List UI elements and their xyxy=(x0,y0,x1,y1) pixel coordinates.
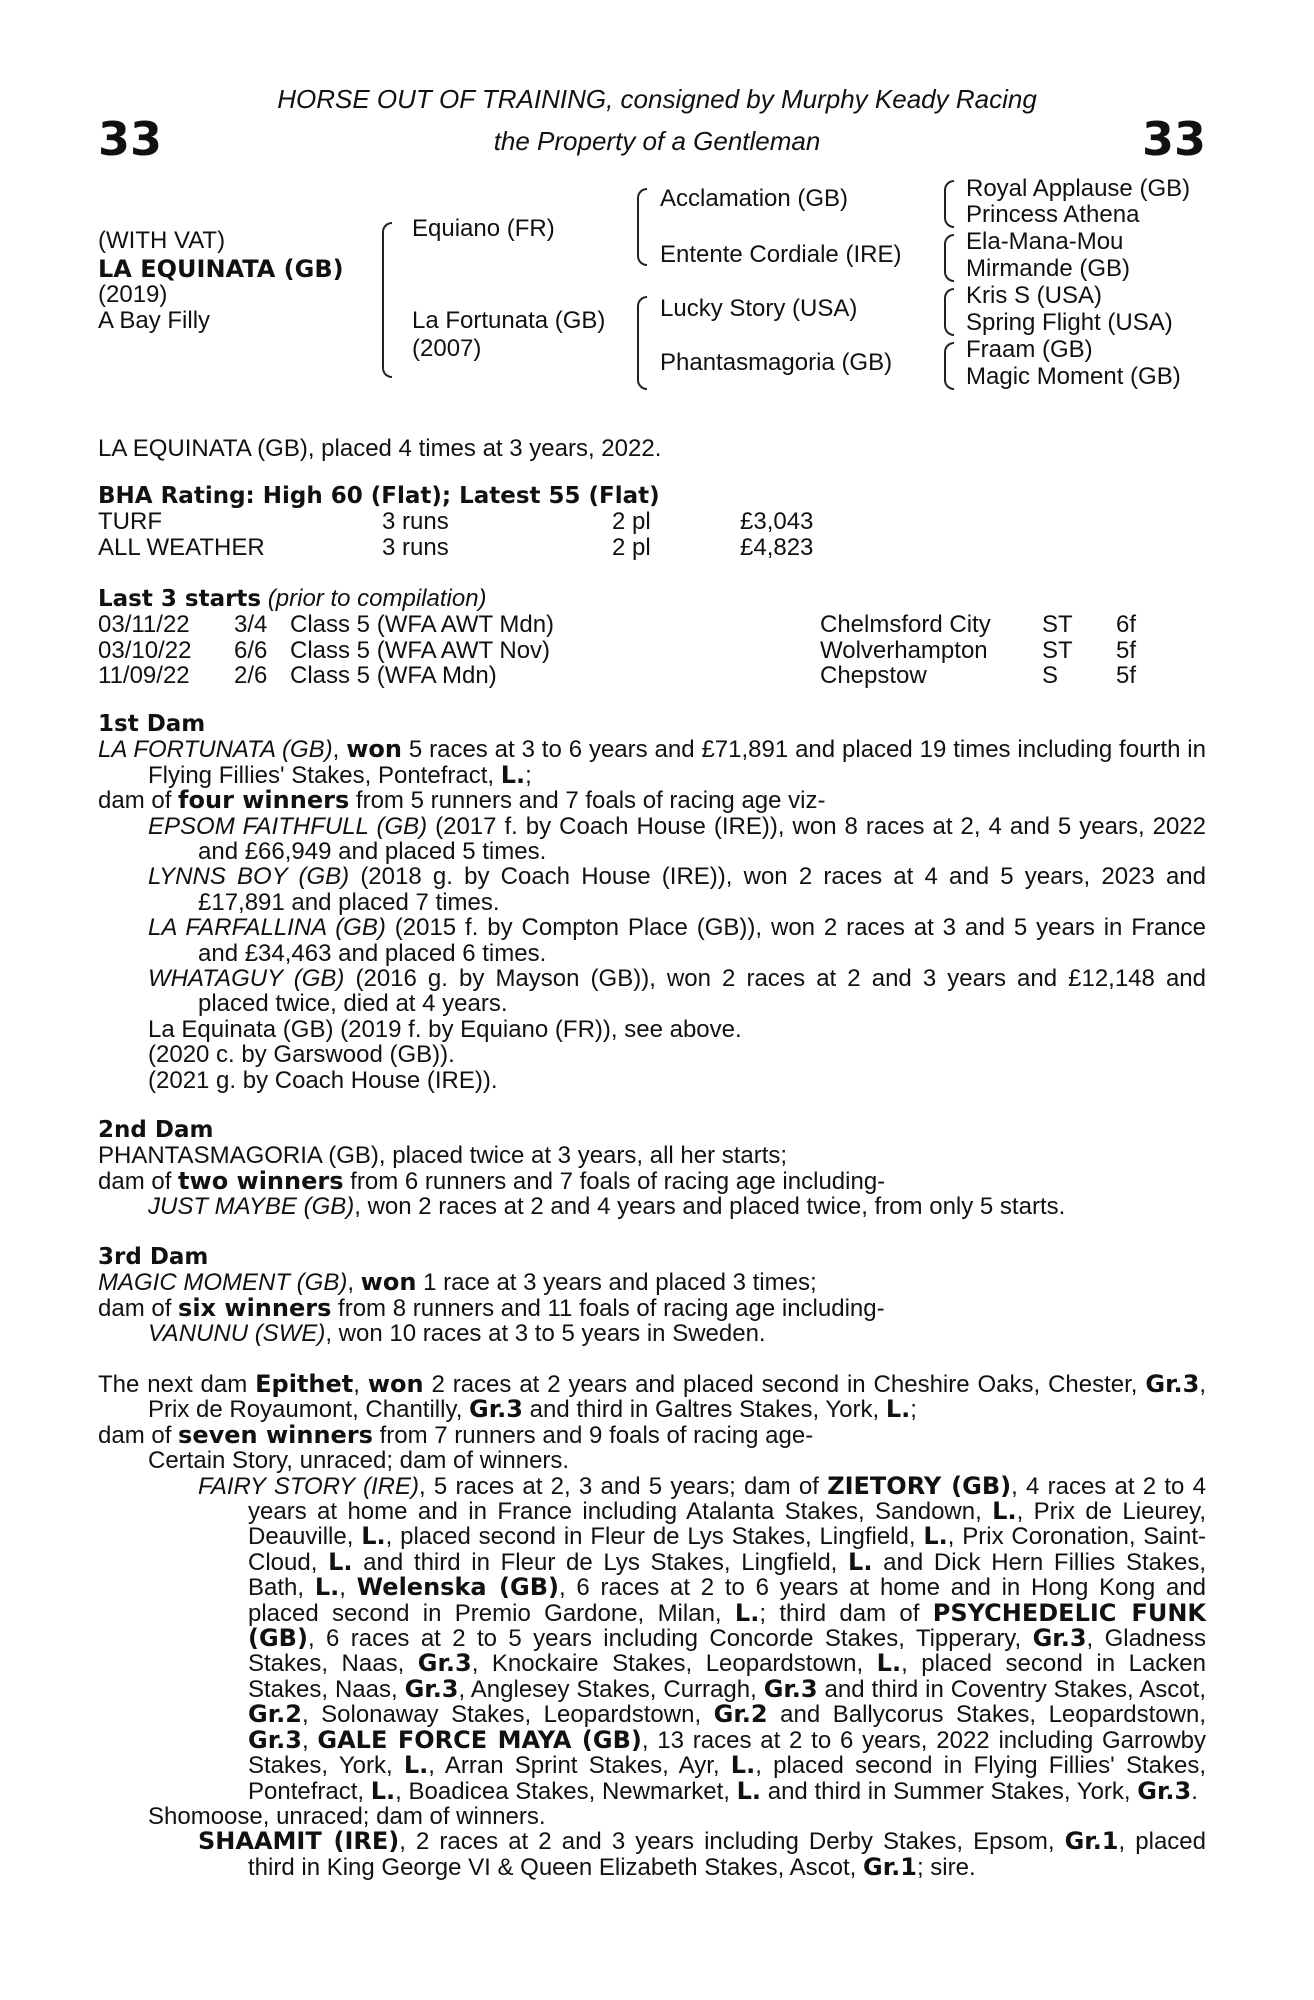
start-distance: 5f xyxy=(1116,662,1137,690)
vat-label: (WITH VAT) xyxy=(98,227,226,254)
progeny-entry: LA FARFALLINA (GB) (2015 f. by Compton Place (GB)), won 2 races at 3 and 5 years in France and £34,463 and placed 6 times. xyxy=(148,914,1206,967)
ggp-brace-3 xyxy=(944,288,954,336)
placed: 2 pl xyxy=(612,533,651,561)
entry-text: , Gladness Stakes, Naas, xyxy=(248,1625,1206,1678)
ggp-5: Kris S (USA) xyxy=(966,282,1103,309)
start-race: Class 5 (WFA Mdn) xyxy=(290,662,497,690)
ggp-2: Princess Athena xyxy=(966,201,1140,228)
entry-text: , Boadicea Stakes, Newmarket, xyxy=(395,1777,737,1805)
dam-parents-brace xyxy=(637,296,647,390)
start-position: 3/4 xyxy=(234,611,268,639)
ggp-brace-2 xyxy=(944,234,954,282)
sire-dam-brace xyxy=(382,222,392,378)
third-dam-section xyxy=(98,1245,1206,1347)
rating-row xyxy=(98,535,1206,560)
first-dam-heading: 1st Dam xyxy=(98,711,206,737)
start-course: Wolverhampton xyxy=(820,636,988,664)
sire-name: Equiano (FR) xyxy=(412,215,555,242)
entry-text: , 6 races at 2 to 6 years at home and in Hong Kong and placed second in Premio Gardone, Milan, xyxy=(248,1574,1206,1627)
race-grade-text: L. xyxy=(992,1497,1017,1526)
race-grade-text: L. xyxy=(403,1751,429,1780)
lot-number-left: 33 xyxy=(98,112,163,166)
entry-text: and third in Coventry Stakes, Ascot, xyxy=(817,1675,1206,1703)
progeny-entry: Certain Story, unraced; dam of winners. xyxy=(148,1447,570,1475)
start-position: 2/6 xyxy=(234,662,268,690)
race-grade-text: Gr.1 xyxy=(863,1852,917,1881)
ggp-brace-4 xyxy=(944,342,954,390)
race-grade-text: ZIETORY (GB) xyxy=(827,1471,1012,1500)
earnings: £4,823 xyxy=(740,533,814,561)
last-starts-heading: Last 3 starts xyxy=(98,586,262,612)
race-grade-text: L. xyxy=(730,1751,756,1780)
ggp-8: Magic Moment (GB) xyxy=(966,363,1181,390)
rating-row xyxy=(98,509,1206,534)
property-heading: the Property of a Gentleman xyxy=(493,126,821,156)
surface: ALL WEATHER xyxy=(98,533,265,561)
entry-text: , 13 races at 2 to 6 years, 2022 including Garrowby Stakes, York, xyxy=(248,1726,1206,1780)
entry-text: and Ballycorus Stakes, Leopardstown, xyxy=(767,1701,1207,1729)
start-row xyxy=(98,663,1206,688)
start-position: 6/6 xyxy=(234,636,268,664)
entry-text: , xyxy=(301,1726,318,1754)
entry-text: , 2 races at 2 and 3 years including Derby Stakes, Epsom, xyxy=(399,1828,1065,1856)
start-row xyxy=(98,612,1206,637)
start-course: Chelmsford City xyxy=(820,611,991,639)
ggp-brace-1 xyxy=(944,180,954,228)
progeny-entry: WHATAGUY (GB) (2016 g. by Mayson (GB)), won 2 races at 2 and 3 years and £12,148 and placed twice, died at 4 years. xyxy=(148,965,1206,1018)
ggp-1: Royal Applause (GB) xyxy=(966,175,1191,202)
next-dam-record: The next dam Epithet, won 2 races at 2 years and placed second in Cheshire Oaks, Chester, Gr.3, Prix de Royaumont, Chantilly, Gr.3 and third in Galtres Stakes, York, L.; xyxy=(98,1370,1206,1424)
progeny-entry: EPSOM FAITHFULL (GB) (2017 f. by Coach House (IRE)), won 8 races at 2, 4 and 5 years, 2022 and £66,949 and placed 5 times. xyxy=(148,812,1206,866)
shaamit-entry: SHAAMIT (IRE), 2 races at 2 and 3 years including Derby Stakes, Epsom, Gr.1, placed third in King George VI & Queen Elizabeth Stakes, Ascot, Gr.1; sire. xyxy=(198,1827,1206,1881)
race-summary: LA EQUINATA (GB), placed 4 times at 3 years, 2022. xyxy=(98,435,662,462)
consignor-heading: HORSE OUT OF TRAINING, consigned by Murphy Keady Racing xyxy=(277,84,1037,114)
runs: 3 runs xyxy=(382,508,449,536)
entry-text: ; sire. xyxy=(916,1853,976,1881)
entry-text: , placed second in Lacken Stakes, Naas, xyxy=(248,1650,1206,1703)
granddam-1: Entente Cordiale (IRE) xyxy=(660,241,902,268)
third-dam-produce: dam of six winners from 8 runners and 11 foals of racing age including- xyxy=(98,1293,885,1322)
entry-text: , Solonaway Stakes, Leopardstown, xyxy=(301,1701,714,1729)
placed: 2 pl xyxy=(612,508,651,536)
entry-text: , placed third in King George VI & Queen Elizabeth Stakes, Ascot, xyxy=(248,1828,1206,1881)
start-date: 11/09/22 xyxy=(98,662,190,690)
race-grade-text: Gr.2 xyxy=(248,1700,302,1729)
race-grade-text: Gr.3 xyxy=(404,1674,459,1703)
progeny-entry: (2021 g. by Coach House (IRE)). xyxy=(148,1066,498,1094)
first-dam-section xyxy=(98,712,1206,1093)
entry-text: and Dick Hern Fillies Stakes, Bath, xyxy=(248,1548,1206,1602)
entry-text: , Prix Coronation, Saint-Cloud, xyxy=(248,1523,1206,1576)
dam-name: La Fortunata (GB) xyxy=(412,307,606,334)
first-dam-produce: dam of four winners from 5 runners and 7 foals of racing age viz- xyxy=(98,786,826,815)
entry-text: , 6 races at 2 to 5 years including Concorde Stakes, Tipperary, xyxy=(307,1625,1033,1653)
start-distance: 6f xyxy=(1116,611,1137,639)
race-grade-text: Gr.3 xyxy=(417,1649,472,1678)
progeny-entry: (2020 c. by Garswood (GB)). xyxy=(148,1041,455,1069)
race-grade-text: Gr.3 xyxy=(1137,1776,1192,1805)
entry-text: ; third dam of xyxy=(759,1599,933,1627)
progeny-entry: LYNNS BOY (GB) (2018 g. by Coach House (IRE)), won 2 races at 4 and 5 years, 2023 and £17,891 and placed 7 times. xyxy=(148,863,1206,916)
start-date: 03/11/22 xyxy=(98,611,190,639)
dam-year: (2007) xyxy=(412,335,482,362)
entry-text: , Arran Sprint Stakes, Ayr, xyxy=(428,1752,731,1780)
start-going: ST xyxy=(1042,636,1073,664)
second-dam-record: PHANTASMAGORIA (GB), placed twice at 3 years, all her starts; xyxy=(98,1142,788,1170)
race-grade-text: L. xyxy=(314,1573,340,1602)
earnings: £3,043 xyxy=(740,508,814,536)
next-dam-section xyxy=(98,1372,1206,1880)
start-race: Class 5 (WFA AWT Nov) xyxy=(290,636,551,664)
entry-text: , Prix de Lieurey, Deauville, xyxy=(248,1498,1206,1551)
race-grade-text: Welenska (GB) xyxy=(356,1573,559,1602)
second-dam-heading: 2nd Dam xyxy=(98,1117,214,1143)
entry-text: , placed second in Fleur de Lys Stakes, Lingfield, xyxy=(385,1523,924,1551)
second-dam-section xyxy=(98,1118,1206,1220)
race-grade-text: Gr.3 xyxy=(763,1674,818,1703)
rating-heading: BHA Rating: High 60 (Flat); Latest 55 (Flat) xyxy=(98,483,660,509)
fairy-story-entry: FAIRY STORY (IRE), 5 races at 2, 3 and 5 years; dam of ZIETORY (GB), 4 races at 2 to 4 years at home and in France including Atalanta Stakes, Sandown, L., Prix de Lieurey, Deauville, L., placed second in Fleur de Lys Stakes, Lingfield, L., Prix Coronation, Saint-Cloud, L. and third in Fleur de Lys Stakes, Lingfield, L. and Dick Hern Fillies Stakes, Bath, L., Welenska (GB), 6 races at 2 to 6 years at home and in Hong Kong and placed second in Premio Gardone, Milan, L.; third dam of PSYCHEDELIC FUNK (GB), 6 races at 2 to 5 years including Concorde Stakes, Tipperary, Gr.3, Gladness Stakes, Naas, Gr.3, Knockaire Stakes, Leopardstown, L., placed second in Lacken Stakes, Naas, Gr.3, Anglesey Stakes, Curragh, Gr.3 and third in Coventry Stakes, Ascot, Gr.2, Solonaway Stakes, Leopardstown, Gr.2 and Ballycorus Stakes, Leopardstown, Gr.3, GALE FORCE MAYA (GB), 13 races at 2 to 6 years, 2022 including Garrowby Stakes, York, L., Arran Sprint Stakes, Ayr, L., placed second in Flying Fillies' Stakes, Pontefract, L., Boadicea Stakes, Newmarket, L. and third in Summer Stakes, York, Gr.3. xyxy=(198,1471,1207,1805)
granddam-2: Phantasmagoria (GB) xyxy=(660,349,893,376)
entry-text: , 5 races at 2, 3 and 5 years; dam of xyxy=(418,1472,828,1500)
start-going: S xyxy=(1042,662,1059,690)
race-grade-text: Gr.1 xyxy=(1064,1827,1119,1856)
last-starts-section xyxy=(98,586,1206,689)
next-dam-produce: dam of seven winners from 7 runners and 9 foals of racing age- xyxy=(98,1420,814,1449)
start-going: ST xyxy=(1042,611,1073,639)
race-grade-text: L. xyxy=(923,1522,948,1551)
race-grade-text: L. xyxy=(736,1776,762,1805)
race-grade-text: L. xyxy=(734,1598,760,1627)
start-date: 03/10/22 xyxy=(98,636,192,664)
entry-text: , xyxy=(339,1574,357,1602)
horse-year: (2019) xyxy=(98,281,168,308)
race-grade-text: L. xyxy=(370,1776,396,1805)
race-grade-text: Gr.3 xyxy=(1032,1624,1087,1653)
rating-section xyxy=(98,484,1206,560)
ggp-6: Spring Flight (USA) xyxy=(966,309,1173,336)
race-grade-text: Gr.2 xyxy=(713,1700,768,1729)
entry-text: , Knockaire Stakes, Leopardstown, xyxy=(471,1650,877,1678)
sire-parents-brace xyxy=(637,188,647,266)
progeny-entry: Shomoose, unraced; dam of winners. xyxy=(148,1802,546,1830)
race-grade-text: L. xyxy=(328,1547,353,1576)
race-grade-text: L. xyxy=(876,1649,902,1678)
entry-text: , 4 races at 2 to 4 years at home and in France including Atalanta Stakes, Sandown, xyxy=(248,1472,1206,1526)
start-row xyxy=(98,638,1206,663)
entry-text: and third in Fleur de Lys Stakes, Lingfield, xyxy=(352,1548,849,1576)
progeny-entry: La Equinata (GB) (2019 f. by Equiano (FR)), see above. xyxy=(148,1015,742,1043)
race-grade-text: GALE FORCE MAYA (GB) xyxy=(317,1725,642,1754)
ggp-7: Fraam (GB) xyxy=(966,336,1093,363)
ggp-3: Ela-Mana-Mou xyxy=(966,228,1124,255)
entry-text: , placed second in Flying Fillies' Stakes, Pontefract, xyxy=(248,1752,1206,1805)
horse-name: LA EQUINATA (GB) xyxy=(98,255,344,283)
third-dam-record: MAGIC MOMENT (GB), won 1 race at 3 years and placed 3 times; xyxy=(98,1268,817,1297)
entry-text: , Anglesey Stakes, Curragh, xyxy=(458,1675,764,1703)
last-starts-note: (prior to compilation) xyxy=(267,585,487,612)
race-grade-text: L. xyxy=(361,1522,386,1551)
entry-text: . xyxy=(1191,1777,1198,1805)
first-dam-record: LA FORTUNATA (GB), won 5 races at 3 to 6 years and £71,891 and placed 19 times including fourth in Flying Fillies' Stakes, Pontefract, L.; xyxy=(98,735,1206,789)
runs: 3 runs xyxy=(382,533,449,561)
surface: TURF xyxy=(98,508,162,536)
progeny-entry: JUST MAYBE (GB), won 2 races at 2 and 4 years and placed twice, from only 5 starts. xyxy=(148,1193,1066,1221)
third-dam-heading: 3rd Dam xyxy=(98,1244,209,1270)
start-distance: 5f xyxy=(1116,636,1137,664)
start-course: Chepstow xyxy=(820,662,927,690)
second-dam-produce: dam of two winners from 6 runners and 7 foals of racing age including- xyxy=(98,1166,886,1195)
grandsire-2: Lucky Story (USA) xyxy=(660,295,858,322)
grandsire-1: Acclamation (GB) xyxy=(660,185,849,212)
race-grade-text: L. xyxy=(848,1547,873,1576)
race-grade-text: PSYCHEDELIC FUNK (GB) xyxy=(248,1598,1207,1653)
progeny-entry: VANUNU (SWE), won 10 races at 3 to 5 years in Sweden. xyxy=(148,1320,766,1348)
start-race: Class 5 (WFA AWT Mdn) xyxy=(290,611,555,639)
lot-number-right: 33 xyxy=(1141,112,1206,166)
entry-text: and third in Summer Stakes, York, xyxy=(761,1777,1138,1805)
ggp-4: Mirmande (GB) xyxy=(966,255,1131,282)
horse-description: A Bay Filly xyxy=(98,307,211,334)
race-grade-text: Gr.3 xyxy=(248,1725,302,1754)
